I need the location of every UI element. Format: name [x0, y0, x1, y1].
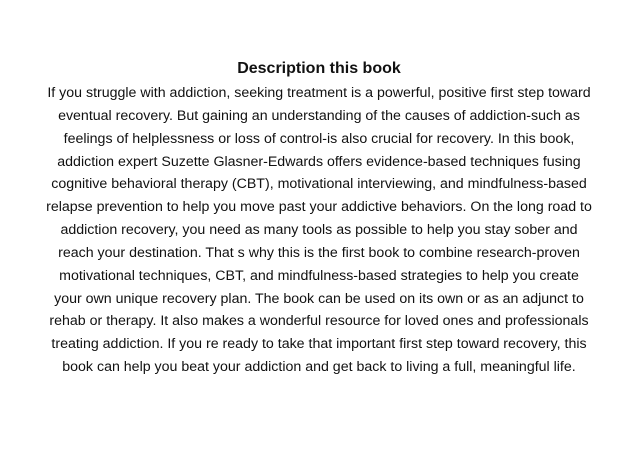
description-line: motivational techniques, CBT, and mindfulness-based strategies to help you create	[59, 267, 579, 284]
description-line: your own unique recovery plan. The book can be used on its own or as an adjunct to	[54, 290, 584, 307]
description-line: addiction recovery, you need as many tools as possible to help you stay sober and	[60, 222, 578, 239]
description-line: eventual recovery. But gaining an understanding of the causes of addiction-such as	[58, 107, 580, 124]
description-line: addiction expert Suzette Glasner-Edwards offers evidence-based techniques fusing	[57, 153, 581, 170]
description-line: feelings of helplessness or loss of control-is also crucial for recovery. In this book,	[63, 130, 575, 147]
description-paragraph	[0, 82, 638, 379]
description-line: If you struggle with addiction, seeking treatment is a powerful, positive first step toward	[47, 85, 591, 101]
description-line: cognitive behavioral therapy (CBT), motivational interviewing, and mindfulness-based	[51, 176, 587, 193]
description-line: reach your destination. That s why this is the first book to combine research-proven	[58, 244, 580, 261]
page-title: Description this book	[237, 60, 401, 77]
description-line: relapse prevention to help you move past your addictive behaviors. On the long road to	[46, 199, 592, 216]
description-line: rehab or therapy. It also makes a wonderful resource for loved ones and professionals	[49, 313, 589, 330]
description-line: treating addiction. If you re ready to take that important first step toward recovery, this	[51, 336, 587, 353]
description-line: book can help you beat your addiction and get back to living a full, meaningful life.	[62, 359, 576, 376]
